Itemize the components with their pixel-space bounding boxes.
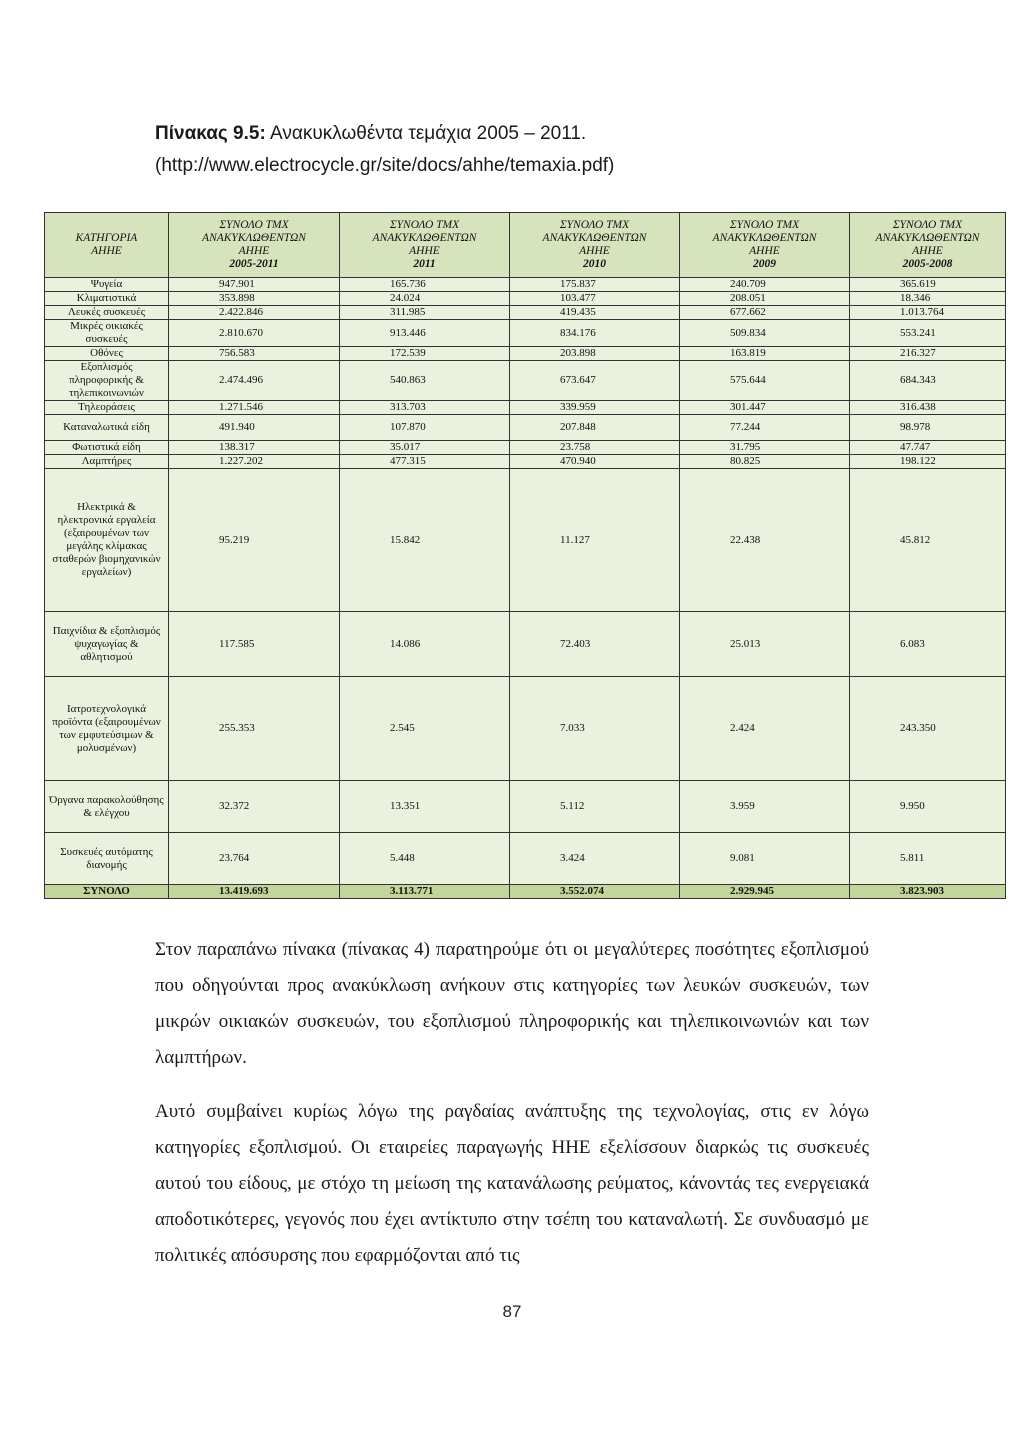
paragraph-2: Αυτό συμβαίνει κυρίως λόγω της ραγδαίας ανάπτυξης της τεχνολογίας, στις εν λόγω κατηγορίες εξοπλισμού. Οι εταιρείες παραγωγής ΗΗΕ εξελίσσουν διαρκώς τις συσκευές αυτού του είδους, με στόχο τη μείωση της κατανάλωσης ρεύματος, κάνοντάς τες ενεργειακά αποδοτικότερες, γεγονός που έχει αντίκτυπο στην τσέπη του καταναλωτή. Σε συνδυασμό με πολιτικές απόσυρσης που εφαρμόζονται από τις [155,1101,869,1266]
value-cell: 677.662 [680,306,850,320]
total-value-cell: 2.929.945 [680,885,850,899]
header-text: ΣΥΝΟΛΟ ΤΜΧ [559,219,630,231]
value-cell: 509.834 [680,320,850,347]
value-cell: 163.819 [680,347,850,361]
category-cell: Ιατροτεχνολογικά προϊόντα (εξαιρουμένων των εμφυτεύσιμων & μολυσμένων) [45,677,169,781]
table-row [45,292,1006,306]
value-cell: 32.372 [169,781,340,833]
caption-label: Πίνακας 9.5: [155,123,266,144]
value-cell: 365.619 [850,278,1006,292]
value-cell: 684.343 [850,361,1006,401]
value-cell: 2.424 [680,677,850,781]
value-cell: 18.346 [850,292,1006,306]
total-value-cell: 3.113.771 [340,885,510,899]
category-cell: Κλιματιστικά [45,292,169,306]
header-text: ΑΝΑΚΥΚΛΩΘΕΝΤΩΝ [875,232,980,244]
category-cell: Τηλεοράσεις [45,401,169,415]
value-cell: 2.474.496 [169,361,340,401]
table-row [45,306,1006,320]
table-caption [155,118,614,182]
value-cell: 913.446 [340,320,510,347]
table-row [45,469,1006,612]
header-total-column [510,213,680,278]
value-cell: 3.424 [510,833,680,885]
category-cell: Όργανα παρακολούθησης & ελέγχου [45,781,169,833]
table-row [45,361,1006,401]
header-year: 2005-2011 [229,258,279,270]
header-total-column [680,213,850,278]
value-cell: 311.985 [340,306,510,320]
category-cell: Εξοπλισμός πληροφορικής & τηλεπικοινωνιών [45,361,169,401]
header-text: ΑΗΗΕ [409,245,440,257]
header-year: 2011 [413,258,436,270]
value-cell: 203.898 [510,347,680,361]
value-cell: 1.271.546 [169,401,340,415]
value-cell: 107.870 [340,415,510,441]
paragraph-1: Στον παραπάνω πίνακα (πίνακας 4) παρατηρούμε ότι οι μεγαλύτερες ποσότητες εξοπλισμού που οδηγούνται προς ανακύκλωση ανήκουν στις κατηγορίες των λευκών συσκευών, των μικρών οικιακών συσκευών, του εξοπλισμού πληροφορικής και τηλεπικοινωνιών και των λαμπτήρων. [155,939,869,1068]
value-cell: 673.647 [510,361,680,401]
category-cell: Οθόνες [45,347,169,361]
caption-title-line [155,118,614,150]
value-cell: 301.447 [680,401,850,415]
value-cell: 23.758 [510,441,680,455]
value-cell: 947.901 [169,278,340,292]
value-cell: 22.438 [680,469,850,612]
value-cell: 313.703 [340,401,510,415]
value-cell: 117.585 [169,612,340,677]
value-cell: 216.327 [850,347,1006,361]
value-cell: 208.051 [680,292,850,306]
table-row [45,415,1006,441]
header-text: ΑΗΗΕ [749,245,780,257]
header-text: ΣΥΝΟΛΟ ΤΜΧ [892,219,963,231]
value-cell: 11.127 [510,469,680,612]
value-cell: 45.812 [850,469,1006,612]
value-cell: 24.024 [340,292,510,306]
category-cell: Μικρές οικιακές συσκευές [45,320,169,347]
value-cell: 35.017 [340,441,510,455]
value-cell: 15.842 [340,469,510,612]
table-row [45,441,1006,455]
table-header-row [45,213,1006,278]
caption-source: (http://www.electrocycle.gr/site/docs/ahhe/temaxia.pdf) [155,155,615,176]
value-cell: 175.837 [510,278,680,292]
value-cell: 1.227.202 [169,455,340,469]
value-cell: 72.403 [510,612,680,677]
header-year: 2005-2008 [902,258,953,270]
value-cell: 339.959 [510,401,680,415]
header-text: ΑΗΗΕ [579,245,610,257]
value-cell: 2.545 [340,677,510,781]
value-cell: 13.351 [340,781,510,833]
header-text: ΑΗΗΕ [91,245,122,257]
category-cell: Ηλεκτρικά & ηλεκτρονικά εργαλεία (εξαιρουμένων των μεγάλης κλίμακας σταθερών βιομηχανικών εργαλείων) [45,469,169,612]
value-cell: 834.176 [510,320,680,347]
value-cell: 5.448 [340,833,510,885]
value-cell: 2.422.846 [169,306,340,320]
value-cell: 207.848 [510,415,680,441]
value-cell: 477.315 [340,455,510,469]
header-text: ΑΗΗΕ [238,245,270,257]
value-cell: 419.435 [510,306,680,320]
table-row [45,347,1006,361]
value-cell: 47.747 [850,441,1006,455]
total-value-cell: 13.419.693 [169,885,340,899]
value-cell: 165.736 [340,278,510,292]
value-cell: 77.244 [680,415,850,441]
value-cell: 23.764 [169,833,340,885]
value-cell: 240.709 [680,278,850,292]
header-text: ΚΑΤΗΓΟΡΙΑ [75,232,138,244]
value-cell: 5.811 [850,833,1006,885]
page-number: 87 [502,1302,522,1321]
category-cell: Ψυγεία [45,278,169,292]
value-cell: 9.081 [680,833,850,885]
caption-title: Ανακυκλωθέντα τεμάχια 2005 – 2011. [265,123,587,144]
category-cell: Καταναλωτικά είδη [45,415,169,441]
value-cell: 2.810.670 [169,320,340,347]
header-year: 2010 [583,258,606,270]
value-cell: 316.438 [850,401,1006,415]
value-cell: 31.795 [680,441,850,455]
header-text: ΣΥΝΟΛΟ ΤΜΧ [389,219,460,231]
header-total-column [169,213,340,278]
value-cell: 80.825 [680,455,850,469]
table-row [45,612,1006,677]
value-cell: 470.940 [510,455,680,469]
value-cell: 98.978 [850,415,1006,441]
recycled-units-table [44,212,1006,899]
value-cell: 353.898 [169,292,340,306]
value-cell: 7.033 [510,677,680,781]
value-cell: 172.539 [340,347,510,361]
value-cell: 255.353 [169,677,340,781]
header-total-column [340,213,510,278]
total-value-cell: 3.823.903 [850,885,1006,899]
category-cell: Φωτιστικά είδη [45,441,169,455]
value-cell: 6.083 [850,612,1006,677]
table-row [45,455,1006,469]
value-cell: 95.219 [169,469,340,612]
table-row [45,278,1006,292]
table-row [45,781,1006,833]
value-cell: 1.013.764 [850,306,1006,320]
table-row [45,677,1006,781]
value-cell: 5.112 [510,781,680,833]
value-cell: 575.644 [680,361,850,401]
header-year: 2009 [753,258,776,270]
value-cell: 25.013 [680,612,850,677]
header-text: ΣΥΝΟΛΟ ΤΜΧ [219,219,289,231]
value-cell: 3.959 [680,781,850,833]
value-cell: 9.950 [850,781,1006,833]
value-cell: 198.122 [850,455,1006,469]
table-body [45,278,1006,899]
total-label-cell: ΣΥΝΟΛΟ [45,885,169,899]
value-cell: 243.350 [850,677,1006,781]
table-row [45,401,1006,415]
header-text: ΑΝΑΚΥΚΛΩΘΕΝΤΩΝ [542,232,647,244]
total-value-cell: 3.552.074 [510,885,680,899]
total-row [45,885,1006,899]
table-row [45,320,1006,347]
value-cell: 756.583 [169,347,340,361]
value-cell: 14.086 [340,612,510,677]
header-text: ΑΝΑΚΥΚΛΩΘΕΝΤΩΝ [712,232,817,244]
value-cell: 553.241 [850,320,1006,347]
header-category [45,213,169,278]
header-total-column [850,213,1006,278]
header-text: ΣΥΝΟΛΟ ΤΜΧ [729,219,800,231]
category-cell: Λαμπτήρες [45,455,169,469]
value-cell: 138.317 [169,441,340,455]
category-cell: Παιχνίδια & εξοπλισμός ψυχαγωγίας & αθλητισμού [45,612,169,677]
header-text: ΑΝΑΚΥΚΛΩΘΕΝΤΩΝ [372,232,477,244]
value-cell: 491.940 [169,415,340,441]
value-cell: 540.863 [340,361,510,401]
category-cell: Συσκευές αυτόματης διανομής [45,833,169,885]
category-cell: Λευκές συσκευές [45,306,169,320]
header-text: ΑΝΑΚΥΚΛΩΘΕΝΤΩΝ [202,232,306,244]
value-cell: 103.477 [510,292,680,306]
header-text: ΑΗΗΕ [912,245,943,257]
table-row [45,833,1006,885]
